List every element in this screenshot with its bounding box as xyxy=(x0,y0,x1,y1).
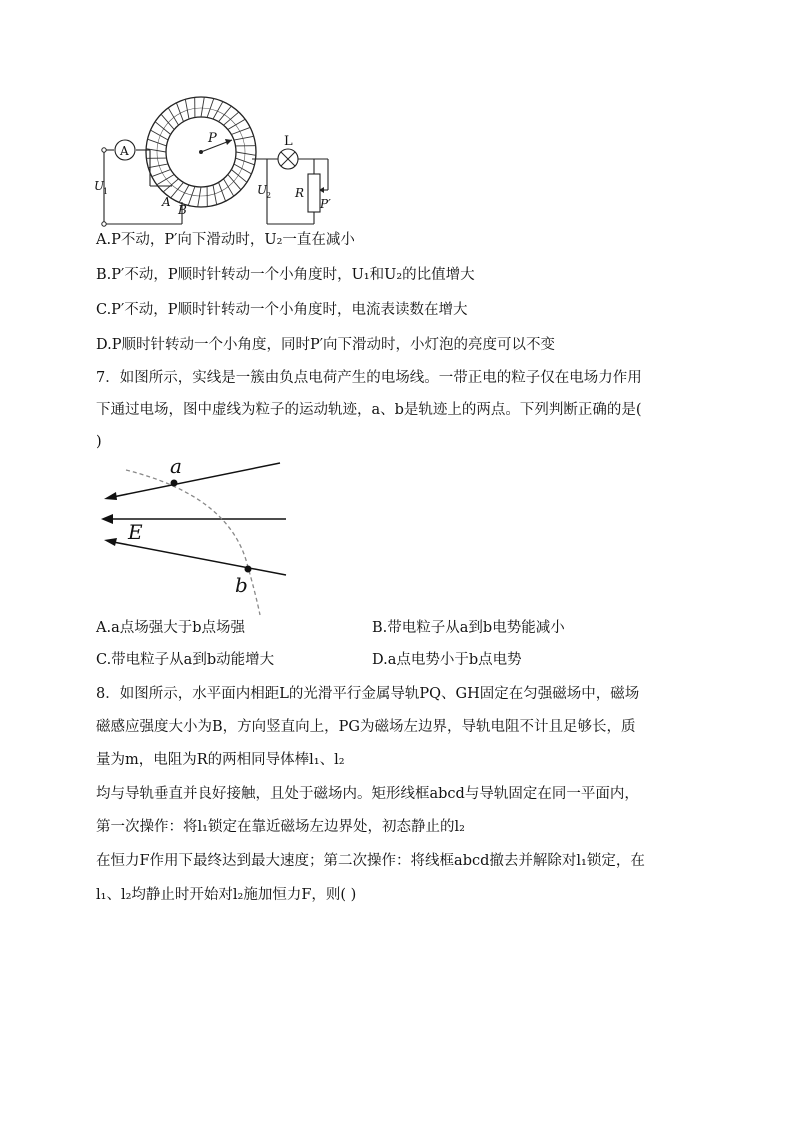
svg-text:U: U xyxy=(94,179,105,193)
label-p-prime: P′ xyxy=(320,197,331,211)
ammeter xyxy=(115,140,135,160)
coil-winding xyxy=(171,182,184,198)
q8-line-5: 第一次操作：将l₁锁定在靠近磁场左边界处，初态静止的l₂ xyxy=(96,819,465,835)
q7-stem-line-3: ) xyxy=(96,434,102,450)
electric-field-figure xyxy=(96,455,296,617)
coil-winding xyxy=(161,114,174,129)
coil-winding xyxy=(198,187,201,207)
coil-winding xyxy=(168,108,178,125)
arrowhead-top xyxy=(104,492,117,500)
label-terminal-a: A xyxy=(162,195,171,209)
field-line-top xyxy=(108,463,280,498)
u1-label xyxy=(94,154,108,220)
coil-winding xyxy=(231,170,247,183)
label-r: R xyxy=(295,186,305,200)
label-terminal-b: B xyxy=(178,203,187,217)
q8-line-1: 8．如图所示，水平面内相距L的光滑平行金属导轨PQ、GH固定在匀强磁场中，磁场 xyxy=(96,686,640,702)
coil-winding xyxy=(148,164,168,168)
q7-stem-line-1: 7．如图所示，实线是一簇由负点电荷产生的电场线。一带正电的粒子仅在电场力作用 xyxy=(96,370,642,386)
label-lamp: L xyxy=(284,134,293,149)
q6-option-a: A.P不动，P′向下滑动时，U₂一直在减小 xyxy=(96,232,355,248)
svg-text:U: U xyxy=(257,183,268,197)
q7-stem-line-2: 下通过电场，图中虚线为粒子的运动轨迹，a、b是轨迹上的两点。下列判断正确的是( xyxy=(96,402,642,418)
label-p: P xyxy=(208,131,217,146)
coil-winding xyxy=(163,179,178,192)
coil-winding xyxy=(235,158,254,165)
q6-option-c: C.P′不动，P顺时针转动一个小角度时，电流表读数在增大 xyxy=(96,302,468,318)
lamp xyxy=(278,149,298,169)
coil-winding xyxy=(223,179,233,196)
primary-wires xyxy=(104,150,182,224)
coil-winding xyxy=(188,186,195,205)
coil-winding xyxy=(219,106,232,122)
q6-option-d: D.P顺时针转动一个小角度，同时P′向下滑动时，小灯泡的亮度可以不变 xyxy=(96,337,556,353)
q8-line-6: 在恒力F作用下最终达到最大速度；第二次操作：将线框abcd撤去并解除对l₁锁定，在 xyxy=(96,853,645,869)
label-a: a xyxy=(170,455,182,478)
coil-winding xyxy=(223,112,238,125)
point-a xyxy=(171,480,178,487)
q6-option-b: B.P′不动，P顺时针转动一个小角度时，U₁和U₂的比值增大 xyxy=(96,267,475,283)
q7-option-a: A.a点场强大于b点场强 xyxy=(96,620,246,636)
coil-winding xyxy=(228,174,241,189)
point-b xyxy=(245,566,252,573)
coil-winding xyxy=(148,139,167,146)
q8-line-3: 量为m，电阻为R的两相同导体棒l₁、l₂ xyxy=(96,752,345,768)
svg-text:1: 1 xyxy=(103,187,109,196)
q8-line-4: 均与导轨垂直并良好接触，且处于磁场内。矩形线框abcd与导轨固定在同一平面内， xyxy=(96,786,639,802)
arrowhead-middle xyxy=(101,514,113,524)
svg-text:A: A xyxy=(120,144,129,158)
q7-option-d: D.a点电势小于b点电势 xyxy=(372,652,522,668)
coil-winding xyxy=(155,122,171,135)
svg-text:2: 2 xyxy=(266,191,272,200)
field-line-bottom xyxy=(108,541,286,575)
coil-winding xyxy=(207,99,214,118)
q7-option-c: C.带电粒子从a到b动能增大 xyxy=(96,652,275,668)
coil-winding xyxy=(213,185,217,205)
coil-winding xyxy=(157,174,174,184)
q8-line-7: l₁、l₂均静止时开始对l₂施加恒力F，则( ) xyxy=(96,887,357,903)
coil-winding xyxy=(234,136,254,140)
resistor xyxy=(308,174,320,212)
label-b: b xyxy=(235,573,248,597)
arrowhead-bottom xyxy=(104,538,117,546)
coil-winding xyxy=(185,99,189,119)
coil-winding xyxy=(236,152,256,155)
q7-option-b: B.带电粒子从a到b电势能减小 xyxy=(372,620,565,636)
coil-winding xyxy=(201,97,204,117)
q8-line-2: 磁感应强度大小为B，方向竖直向上，PG为磁场左边界，导轨电阻不计且足够长，质 xyxy=(96,719,636,735)
transformer-circuit-figure xyxy=(92,94,362,234)
u2-label xyxy=(257,183,271,200)
coil-winding xyxy=(228,119,245,129)
label-e: E xyxy=(128,520,143,544)
